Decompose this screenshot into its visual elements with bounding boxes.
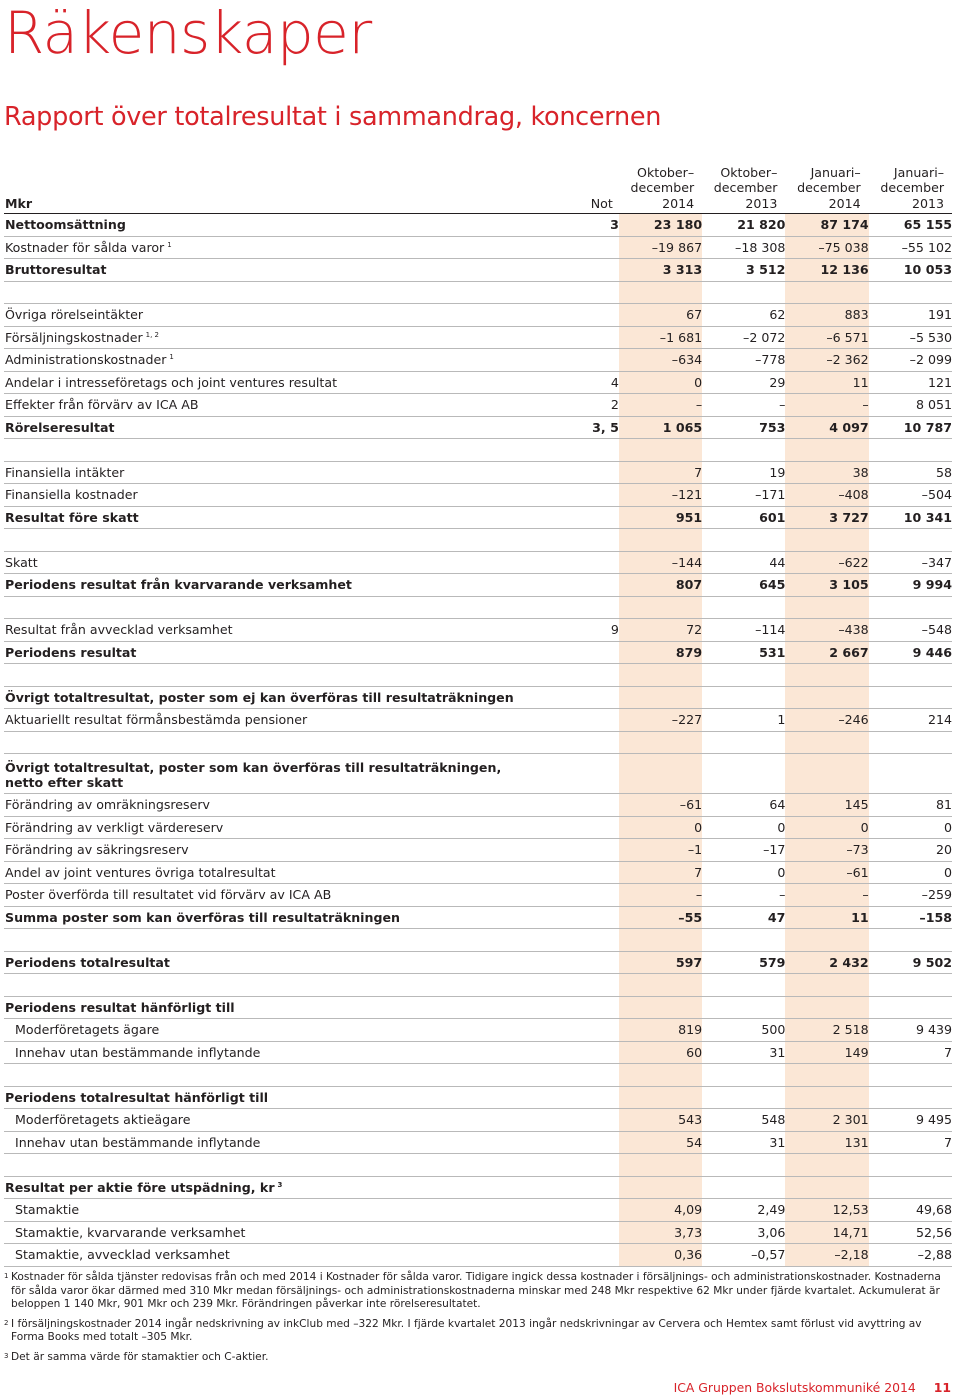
- row-note: [543, 236, 619, 259]
- value-cell: 149: [785, 1041, 868, 1064]
- value-cell: 951: [619, 506, 702, 529]
- table-row: [4, 214, 952, 237]
- value-cell: 1: [702, 709, 785, 732]
- value-cell: 12 136: [785, 259, 868, 282]
- value-cell: 4,09: [619, 1199, 702, 1222]
- value-cell: 10 053: [869, 259, 952, 282]
- row-note: [543, 506, 619, 529]
- value-cell: 879: [619, 641, 702, 664]
- value-cell: 62: [702, 304, 785, 327]
- group-header-label: Övrigt totaltresultat, poster som ej kan överföras till resultaträkningen: [5, 689, 514, 705]
- row-label: Försäljningskostnader $^{1, 2}$: [4, 326, 543, 349]
- footnote-text: Det är samma värde för stamaktier och C-aktier.: [11, 1350, 269, 1363]
- row-note: [543, 349, 619, 372]
- value-cell: 0: [869, 816, 952, 839]
- income-statement-table: [4, 160, 952, 1267]
- value-cell: 11: [785, 371, 868, 394]
- value-cell: 0: [785, 816, 868, 839]
- value-cell: 9 994: [869, 574, 952, 597]
- row-note: 9: [543, 619, 619, 642]
- value-cell: 23 180: [619, 214, 702, 237]
- value-cell: 54: [619, 1131, 702, 1154]
- spacer-row: [4, 929, 952, 952]
- value-cell: –17: [702, 839, 785, 862]
- row-label: Nettoomsättning: [4, 214, 543, 237]
- table-row: [4, 484, 952, 507]
- table-row: [4, 816, 952, 839]
- value-cell: –: [702, 884, 785, 907]
- group-header-label: Övrigt totaltresultat, poster som kan överföras till resultaträkningen, netto efter skatt: [5, 760, 502, 790]
- section-title: Rapport över totalresultat i sammandrag, koncernen: [4, 102, 662, 132]
- row-note: [543, 816, 619, 839]
- table-row: [4, 259, 952, 282]
- value-cell: 2,49: [702, 1199, 785, 1222]
- group-header-row: [4, 686, 952, 709]
- value-cell: –121: [619, 484, 702, 507]
- row-label: Periodens totalresultat: [4, 951, 543, 974]
- value-cell: 543: [619, 1109, 702, 1132]
- table-header-row: [4, 160, 952, 214]
- table-row: [4, 1131, 952, 1154]
- row-label: Övriga rörelseintäkter: [4, 304, 543, 327]
- row-note: [543, 1244, 619, 1267]
- row-note: [543, 326, 619, 349]
- value-cell: 52,56: [869, 1221, 952, 1244]
- value-cell: 0: [869, 861, 952, 884]
- table-row: [4, 461, 952, 484]
- row-label: Moderföretagets aktieägare: [4, 1109, 543, 1132]
- value-cell: –438: [785, 619, 868, 642]
- row-label: Innehav utan bestämmande inflytande: [4, 1041, 543, 1064]
- table-row: [4, 506, 952, 529]
- row-note: [543, 1041, 619, 1064]
- value-cell: –61: [785, 861, 868, 884]
- value-cell: 131: [785, 1131, 868, 1154]
- row-label: Rörelseresultat: [4, 416, 543, 439]
- value-cell: 883: [785, 304, 868, 327]
- value-cell: 0: [702, 861, 785, 884]
- value-cell: –408: [785, 484, 868, 507]
- spacer-row: [4, 664, 952, 687]
- row-label: Finansiella intäkter: [4, 461, 543, 484]
- row-note: [543, 574, 619, 597]
- footnote-marker: 1: [169, 353, 174, 361]
- row-note: [543, 861, 619, 884]
- footnotes: [4, 1271, 952, 1370]
- row-label: Stamaktie: [4, 1199, 543, 1222]
- table-row: [4, 326, 952, 349]
- value-cell: –: [785, 394, 868, 417]
- value-cell: –634: [619, 349, 702, 372]
- page-title: Räkenskaper: [4, 0, 372, 67]
- value-cell: 10 341: [869, 506, 952, 529]
- row-note: [543, 1019, 619, 1042]
- value-cell: –: [619, 394, 702, 417]
- row-label: Stamaktie, kvarvarande verksamhet: [4, 1221, 543, 1244]
- row-label: Periodens resultat från kvarvarande verksamhet: [4, 574, 543, 597]
- row-label: Periodens resultat: [4, 641, 543, 664]
- group-header-label: Resultat per aktie före utspädning, kr: [5, 1179, 275, 1195]
- value-cell: –55 102: [869, 236, 952, 259]
- table-row: [4, 1109, 952, 1132]
- value-cell: 87 174: [785, 214, 868, 237]
- row-note: [543, 461, 619, 484]
- value-cell: 0,36: [619, 1244, 702, 1267]
- value-cell: 3,06: [702, 1221, 785, 1244]
- table-row: [4, 951, 952, 974]
- table-row: [4, 861, 952, 884]
- spacer-row: [4, 529, 952, 552]
- value-cell: 214: [869, 709, 952, 732]
- value-cell: 7: [869, 1041, 952, 1064]
- row-label: Effekter från förvärv av ICA AB: [4, 394, 543, 417]
- row-note: [543, 1131, 619, 1154]
- row-note: [543, 641, 619, 664]
- footnote-number: 2: [4, 1318, 9, 1327]
- value-cell: 2 667: [785, 641, 868, 664]
- value-cell: 11: [785, 906, 868, 929]
- value-cell: 2 301: [785, 1109, 868, 1132]
- value-cell: –259: [869, 884, 952, 907]
- row-label: Finansiella kostnader: [4, 484, 543, 507]
- column-header-okt-dec-2013: Oktober– december 2013: [702, 160, 785, 214]
- row-label: Förändring av säkringsreserv: [4, 839, 543, 862]
- value-cell: 60: [619, 1041, 702, 1064]
- table-row: [4, 641, 952, 664]
- value-cell: –504: [869, 484, 952, 507]
- value-cell: 3 313: [619, 259, 702, 282]
- table-row: [4, 1221, 952, 1244]
- value-cell: 531: [702, 641, 785, 664]
- value-cell: 81: [869, 794, 952, 817]
- row-note: [543, 304, 619, 327]
- value-cell: –6 571: [785, 326, 868, 349]
- value-cell: 21 820: [702, 214, 785, 237]
- footnote-number: 3: [4, 1351, 9, 1360]
- table-row: [4, 394, 952, 417]
- footnote: [4, 1271, 952, 1312]
- table-row: [4, 1019, 952, 1042]
- value-cell: 47: [702, 906, 785, 929]
- value-cell: 645: [702, 574, 785, 597]
- row-label: Resultat före skatt: [4, 506, 543, 529]
- value-cell: –61: [619, 794, 702, 817]
- column-header-mkr: Mkr: [4, 160, 543, 214]
- value-cell: 7: [869, 1131, 952, 1154]
- row-label: Stamaktie, avvecklad verksamhet: [4, 1244, 543, 1267]
- value-cell: 29: [702, 371, 785, 394]
- value-cell: –: [619, 884, 702, 907]
- value-cell: –622: [785, 551, 868, 574]
- group-header-row: [4, 754, 952, 794]
- group-header-label: Periodens totalresultat hänförligt till: [5, 1089, 269, 1105]
- row-note: [543, 794, 619, 817]
- value-cell: –171: [702, 484, 785, 507]
- value-cell: –1: [619, 839, 702, 862]
- value-cell: –73: [785, 839, 868, 862]
- row-note: [543, 884, 619, 907]
- value-cell: 2 432: [785, 951, 868, 974]
- value-cell: 64: [702, 794, 785, 817]
- row-note: [543, 1109, 619, 1132]
- value-cell: 753: [702, 416, 785, 439]
- value-cell: –2 362: [785, 349, 868, 372]
- column-header-okt-dec-2014: Oktober– december 2014: [619, 160, 702, 214]
- value-cell: –2,88: [869, 1244, 952, 1267]
- value-cell: –2 099: [869, 349, 952, 372]
- table-row: [4, 794, 952, 817]
- row-note: [543, 839, 619, 862]
- row-note: [543, 259, 619, 282]
- row-label: Skatt: [4, 551, 543, 574]
- row-note: [543, 484, 619, 507]
- value-cell: 191: [869, 304, 952, 327]
- row-label: Bruttoresultat: [4, 259, 543, 282]
- value-cell: 3 727: [785, 506, 868, 529]
- value-cell: –246: [785, 709, 868, 732]
- value-cell: –: [702, 394, 785, 417]
- value-cell: 49,68: [869, 1199, 952, 1222]
- value-cell: 19: [702, 461, 785, 484]
- column-header-jan-dec-2014: Januari– december 2014: [785, 160, 868, 214]
- value-cell: –548: [869, 619, 952, 642]
- value-cell: 9 446: [869, 641, 952, 664]
- table-row: [4, 304, 952, 327]
- value-cell: 38: [785, 461, 868, 484]
- table-body: [4, 214, 952, 1267]
- value-cell: 500: [702, 1019, 785, 1042]
- row-label: Moderföretagets ägare: [4, 1019, 543, 1042]
- spacer-row: [4, 1154, 952, 1177]
- value-cell: –18 308: [702, 236, 785, 259]
- table-row: [4, 906, 952, 929]
- value-cell: 4 097: [785, 416, 868, 439]
- value-cell: 7: [619, 461, 702, 484]
- value-cell: 579: [702, 951, 785, 974]
- table-row: [4, 349, 952, 372]
- page-number: 11: [933, 1380, 951, 1395]
- value-cell: –778: [702, 349, 785, 372]
- row-note: 2: [543, 394, 619, 417]
- spacer-row: [4, 281, 952, 304]
- value-cell: 12,53: [785, 1199, 868, 1222]
- footnote: [4, 1318, 952, 1345]
- value-cell: 20: [869, 839, 952, 862]
- table-row: [4, 1041, 952, 1064]
- footer-text: ICA Gruppen Bokslutskommuniké 2014: [673, 1380, 916, 1395]
- value-cell: –347: [869, 551, 952, 574]
- spacer-row: [4, 974, 952, 997]
- value-cell: 0: [702, 816, 785, 839]
- footnote: [4, 1351, 952, 1365]
- row-label: Innehav utan bestämmande inflytande: [4, 1131, 543, 1154]
- value-cell: 7: [619, 861, 702, 884]
- value-cell: 31: [702, 1131, 785, 1154]
- row-label: Administrationskostnader $^1$: [4, 349, 543, 372]
- value-cell: 44: [702, 551, 785, 574]
- table-row: [4, 709, 952, 732]
- row-note: [543, 951, 619, 974]
- value-cell: 3 512: [702, 259, 785, 282]
- footnote-text: Kostnader för sålda tjänster redovisas från och med 2014 i Kostnader för sålda varor. Tidigare ingick dessa kostnader i försäljnings- och administrationskostnader. Kostnaderna för sålda varor ökar därmed med 310 Mkr medan försäljnings- och administrationskostnaderna minskar med 248 Mkr respektive 62 Mkr under fjärde kvartalet. Ackumulerat är beloppen 1 140 Mkr, 901 Mkr och 239 Mkr. Förändringen påverkar inte rörelseresultatet.: [11, 1271, 941, 1310]
- row-label: Kostnader för sålda varor $^1$: [4, 236, 543, 259]
- value-cell: –144: [619, 551, 702, 574]
- spacer-row: [4, 439, 952, 462]
- table-row: [4, 839, 952, 862]
- value-cell: 2 518: [785, 1019, 868, 1042]
- row-label: Resultat från avvecklad verksamhet: [4, 619, 543, 642]
- row-note: [543, 906, 619, 929]
- value-cell: 3 105: [785, 574, 868, 597]
- value-cell: 10 787: [869, 416, 952, 439]
- table-row: [4, 1199, 952, 1222]
- row-label: Andel av joint ventures övriga totalresultat: [4, 861, 543, 884]
- value-cell: –19 867: [619, 236, 702, 259]
- value-cell: 8 051: [869, 394, 952, 417]
- row-note: 3, 5: [543, 416, 619, 439]
- row-label: Summa poster som kan överföras till resultaträkningen: [4, 906, 543, 929]
- value-cell: –0,57: [702, 1244, 785, 1267]
- row-note: [543, 709, 619, 732]
- value-cell: 14,71: [785, 1221, 868, 1244]
- value-cell: 597: [619, 951, 702, 974]
- value-cell: –75 038: [785, 236, 868, 259]
- row-note: [543, 1221, 619, 1244]
- page-footer: [674, 1380, 951, 1395]
- row-label: Förändring av verkligt värdereserv: [4, 816, 543, 839]
- group-header-row: [4, 1176, 952, 1199]
- table-row: [4, 884, 952, 907]
- value-cell: –2,18: [785, 1244, 868, 1267]
- value-cell: 9 439: [869, 1019, 952, 1042]
- value-cell: 58: [869, 461, 952, 484]
- column-header-jan-dec-2013: Januari– december 2013: [869, 160, 952, 214]
- footnote-number: 1: [4, 1272, 9, 1280]
- group-header-row: [4, 1086, 952, 1109]
- value-cell: 601: [702, 506, 785, 529]
- value-cell: 1 065: [619, 416, 702, 439]
- value-cell: –55: [619, 906, 702, 929]
- row-label: Förändring av omräkningsreserv: [4, 794, 543, 817]
- value-cell: –114: [702, 619, 785, 642]
- value-cell: 3,73: [619, 1221, 702, 1244]
- row-label: Andelar i intresseföretags och joint ventures resultat: [4, 371, 543, 394]
- footnote-marker: 1, 2: [145, 330, 159, 339]
- row-label: Poster överförda till resultatet vid förvärv av ICA AB: [4, 884, 543, 907]
- value-cell: 121: [869, 371, 952, 394]
- value-cell: –2 072: [702, 326, 785, 349]
- value-cell: 807: [619, 574, 702, 597]
- table-row: [4, 551, 952, 574]
- value-cell: 819: [619, 1019, 702, 1042]
- row-note: [543, 551, 619, 574]
- table-row: [4, 236, 952, 259]
- value-cell: 9 502: [869, 951, 952, 974]
- footnote-marker: 3: [277, 1180, 283, 1189]
- row-note: [543, 1199, 619, 1222]
- value-cell: 145: [785, 794, 868, 817]
- row-note: 3: [543, 214, 619, 237]
- group-header-label: Periodens resultat hänförligt till: [5, 999, 235, 1015]
- value-cell: 67: [619, 304, 702, 327]
- value-cell: 0: [619, 816, 702, 839]
- value-cell: –227: [619, 709, 702, 732]
- table-row: [4, 371, 952, 394]
- value-cell: 9 495: [869, 1109, 952, 1132]
- table-row: [4, 574, 952, 597]
- footnote-marker: 1: [167, 240, 172, 249]
- table-row: [4, 416, 952, 439]
- value-cell: 548: [702, 1109, 785, 1132]
- column-header-not: Not: [543, 160, 619, 214]
- row-note: 4: [543, 371, 619, 394]
- value-cell: 0: [619, 371, 702, 394]
- value-cell: 72: [619, 619, 702, 642]
- value-cell: –: [785, 884, 868, 907]
- table-row: [4, 619, 952, 642]
- value-cell: –158: [869, 906, 952, 929]
- value-cell: –1 681: [619, 326, 702, 349]
- group-header-row: [4, 996, 952, 1019]
- table-row: [4, 1244, 952, 1267]
- spacer-row: [4, 731, 952, 754]
- footnote-text: I försäljningskostnader 2014 ingår nedskrivning av inkClub med –322 Mkr. I fjärde kvartalet 2013 ingår nedskrivningar av Cervera och Hemtex samt förlust vid avyttring av Forma Books med totalt –305 Mkr.: [11, 1317, 922, 1343]
- value-cell: –5 530: [869, 326, 952, 349]
- spacer-row: [4, 596, 952, 619]
- spacer-row: [4, 1064, 952, 1087]
- row-label: Aktuariellt resultat förmånsbestämda pensioner: [4, 709, 543, 732]
- value-cell: 65 155: [869, 214, 952, 237]
- value-cell: 31: [702, 1041, 785, 1064]
